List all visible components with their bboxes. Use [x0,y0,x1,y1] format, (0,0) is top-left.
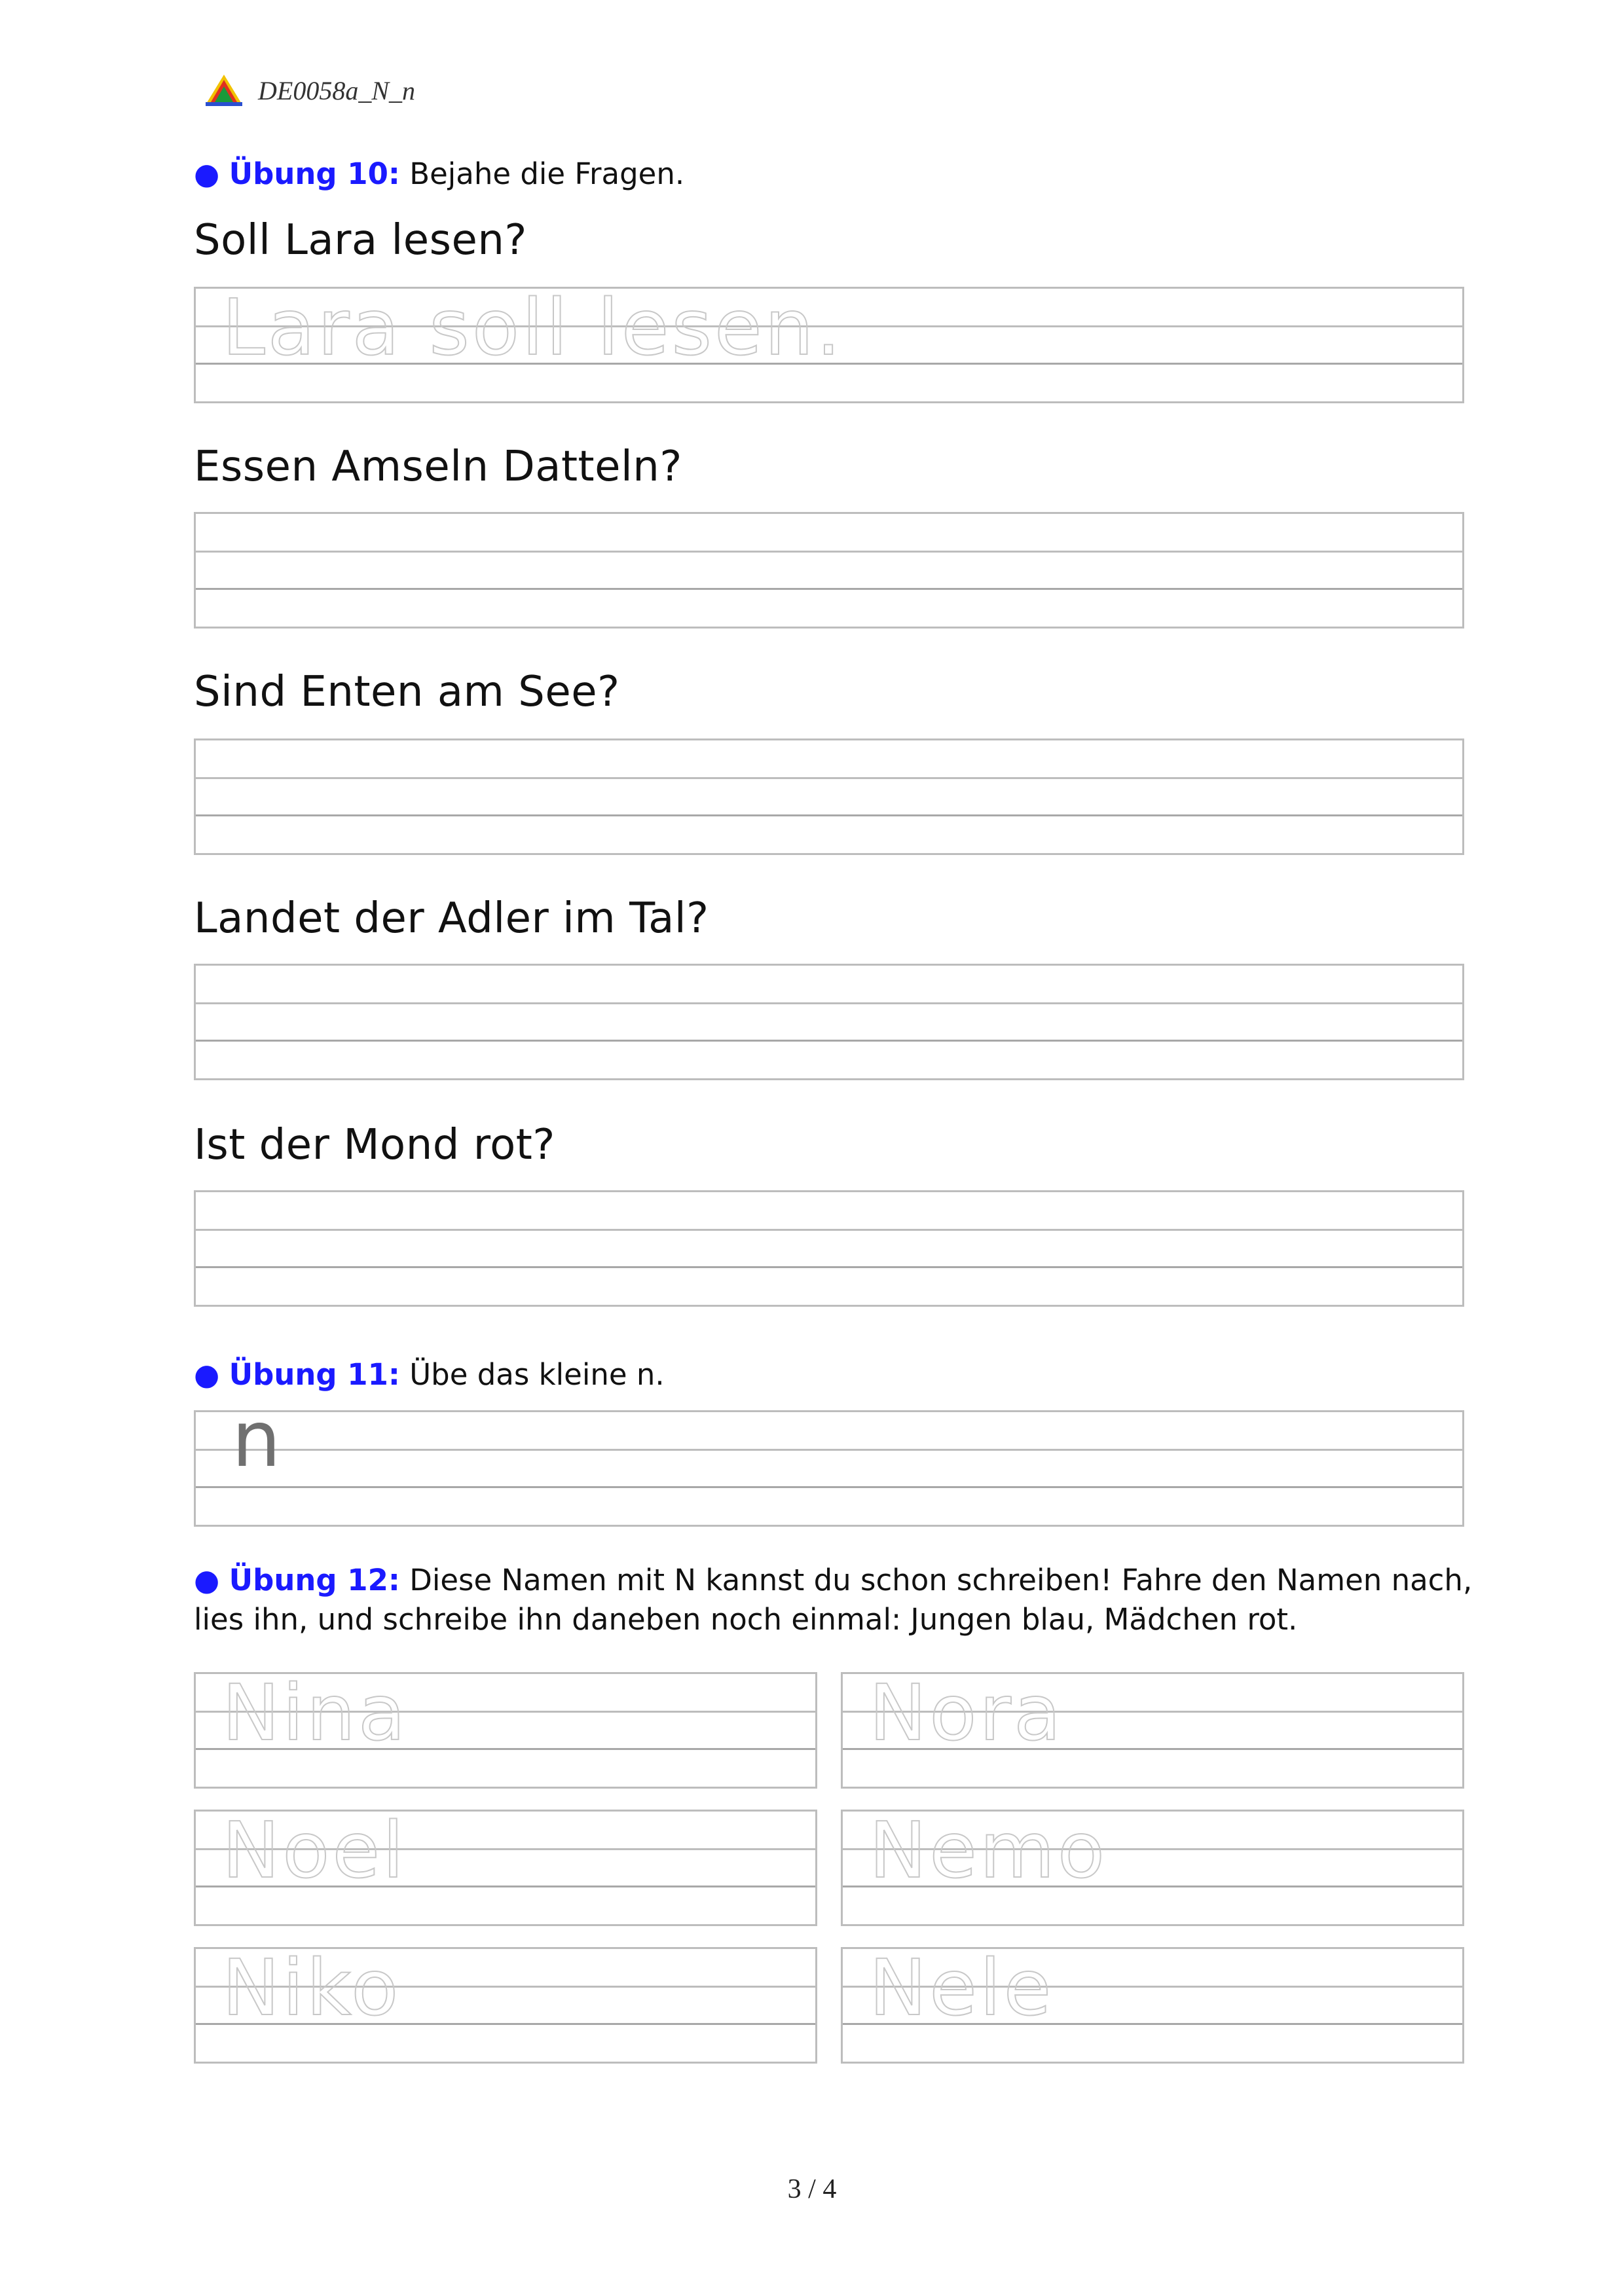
bullet-icon: ● [194,1563,220,1597]
name-box-nina[interactable] [194,1667,817,1789]
writing-lines-5[interactable] [194,1190,1464,1307]
exercise-12-instruction-line-2: lies ihn, und schreibe ihn daneben noch einmal: Jungen blau, Mädchen rot. [194,1602,1298,1637]
writing-lines-2[interactable] [194,512,1464,629]
exercise-instruction-line-1: Diese Namen mit N kannst du schon schreiben! Fahre den Namen nach, [409,1563,1473,1597]
bullet-icon: ● [194,1357,220,1392]
trace-name: Nemo [869,1805,1108,1895]
exercise-label: Übung 10: [229,156,400,191]
name-box-nele[interactable] [841,1942,1464,2064]
name-box-nora[interactable] [841,1667,1464,1789]
trace-name: Nora [869,1667,1064,1758]
question-2: Essen Amseln Datteln? [194,443,682,491]
exercise-label: Übung 11: [229,1357,400,1392]
question-5: Ist der Mond rot? [194,1121,555,1169]
trace-name: Nele [869,1942,1054,2033]
exercise-10-heading [194,155,684,194]
document-id: DE0058a_N_n [258,75,415,105]
document-header [204,73,415,107]
writing-lines-n[interactable] [194,1394,1464,1527]
bullet-icon: ● [194,156,220,191]
exercise-11-heading [194,1355,665,1394]
question-1: Soll Lara lesen? [194,216,527,264]
writing-lines-3[interactable] [194,738,1464,855]
question-3: Sind Enten am See? [194,668,620,716]
trace-name: Nina [222,1667,409,1758]
exercise-label: Übung 12: [229,1563,400,1597]
writing-lines-1[interactable] [194,282,1464,403]
exercise-instruction: Bejahe die Fragen. [409,156,685,191]
exercise-instruction: Übe das kleine n. [409,1357,665,1392]
name-box-noel[interactable] [194,1805,817,1926]
page-number: 3 / 4 [787,2174,837,2204]
name-box-nemo[interactable] [841,1805,1464,1926]
sample-letter: n [232,1394,281,1484]
writing-lines-4[interactable] [194,964,1464,1080]
question-4: Landet der Adler im Tal? [194,894,709,943]
logo-icon [204,73,244,107]
trace-name: Niko [222,1942,401,2033]
trace-text: Lara soll lesen. [222,282,843,373]
trace-name: Noel [222,1805,407,1895]
exercise-12-heading [194,1561,1472,1600]
name-box-niko[interactable] [194,1942,817,2064]
